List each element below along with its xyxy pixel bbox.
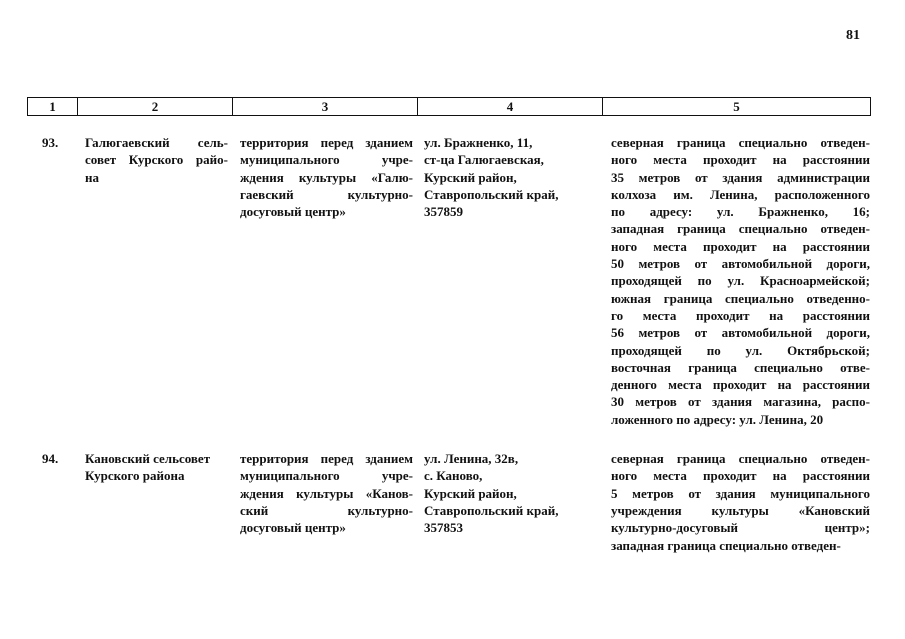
text-line: ул. Ленина, 32в, bbox=[424, 451, 519, 467]
header-col-4: 4 bbox=[418, 98, 603, 116]
text-line: Курский район, bbox=[424, 169, 517, 185]
text-line: 5 метров от здания муниципального bbox=[611, 485, 870, 501]
text-line: ский культурно- bbox=[240, 502, 413, 518]
row-number: 93. bbox=[42, 135, 59, 150]
text-line: западная граница специально отведен- bbox=[611, 537, 841, 553]
text-line: северная граница специально отведен- bbox=[611, 135, 870, 150]
text-line: западная граница специально отведен- bbox=[611, 221, 870, 237]
text-line: 50 метров от автомобильной дороги, bbox=[611, 256, 870, 272]
boundary-description-cell bbox=[602, 450, 870, 554]
text-line: с. Каново, bbox=[424, 468, 483, 484]
text-line: колхоза им. Ленина, расположенного bbox=[611, 186, 870, 202]
text-line: ждения культуры «Галю- bbox=[240, 169, 413, 185]
text-line: северная граница специально отведен- bbox=[611, 451, 870, 467]
text-line: на bbox=[85, 169, 99, 185]
header-col-2: 2 bbox=[78, 98, 233, 116]
address-cell bbox=[417, 450, 602, 554]
column-number-header bbox=[27, 97, 871, 116]
text-line: муниципального учре- bbox=[240, 468, 413, 484]
territory-cell bbox=[232, 134, 417, 428]
text-line: денного места проходит на расстоянии bbox=[611, 377, 870, 393]
boundary-description-cell bbox=[602, 134, 870, 428]
row-number: 94. bbox=[42, 451, 59, 467]
text-line: ного места проходит на расстоянии bbox=[611, 238, 870, 254]
text-line: ложенного по адресу: ул. Ленина, 20 bbox=[611, 411, 824, 427]
text-line: Курского района bbox=[85, 468, 185, 484]
text-line: территория перед зданием bbox=[240, 135, 413, 150]
text-line: южная граница специально отведенно- bbox=[611, 290, 870, 306]
text-line: совет Курского райо- bbox=[85, 152, 228, 168]
municipality-cell bbox=[77, 134, 232, 428]
text-line: ного места проходит на расстоянии bbox=[611, 152, 870, 168]
text-line: Кановский сельсовет bbox=[85, 451, 211, 467]
text-line: Курский район, bbox=[424, 485, 517, 501]
text-line: проходящей по ул. Октябрьской; bbox=[611, 342, 870, 358]
text-line: муниципального учре- bbox=[240, 152, 413, 168]
text-line: учреждения культуры «Кановский bbox=[611, 502, 870, 518]
text-line: ст-ца Галюгаевская, bbox=[424, 152, 544, 168]
table-body bbox=[27, 134, 870, 554]
address-cell bbox=[417, 134, 602, 428]
text-line: Ставропольский край, bbox=[424, 502, 559, 518]
text-line: территория перед зданием bbox=[240, 451, 413, 467]
text-line: проходящей по ул. Красноармейской; bbox=[611, 273, 870, 289]
text-line: Галюгаевский сель- bbox=[85, 135, 228, 150]
municipality-cell bbox=[77, 450, 232, 554]
text-line: по адресу: ул. Бражненко, 16; bbox=[611, 204, 870, 220]
header-col-5: 5 bbox=[603, 98, 871, 116]
text-line: 35 метров от здания администрации bbox=[611, 169, 870, 185]
text-line: 357853 bbox=[424, 520, 463, 536]
text-line: 30 метров от здания магазина, распо- bbox=[611, 394, 870, 410]
text-line: культурно-досуговый центр»; bbox=[611, 520, 870, 536]
header-col-1: 1 bbox=[28, 98, 78, 116]
table-row bbox=[27, 450, 870, 554]
text-line: ждения культуры «Канов- bbox=[240, 485, 413, 501]
territory-cell bbox=[232, 450, 417, 554]
page-number: 81 bbox=[846, 28, 860, 43]
text-line: досуговый центр» bbox=[240, 204, 346, 220]
table-row bbox=[27, 134, 870, 428]
text-line: ул. Бражненко, 11, bbox=[424, 135, 533, 150]
text-line: ного места проходит на расстоянии bbox=[611, 468, 870, 484]
text-line: восточная граница специально отве- bbox=[611, 359, 870, 375]
text-line: 56 метров от автомобильной дороги, bbox=[611, 325, 870, 341]
header-col-3: 3 bbox=[233, 98, 418, 116]
text-line: го места проходит на расстоянии bbox=[611, 307, 870, 323]
text-line: 357859 bbox=[424, 204, 463, 220]
text-line: гаевский культурно- bbox=[240, 186, 413, 202]
text-line: досуговый центр» bbox=[240, 520, 346, 536]
text-line: Ставропольский край, bbox=[424, 186, 559, 202]
